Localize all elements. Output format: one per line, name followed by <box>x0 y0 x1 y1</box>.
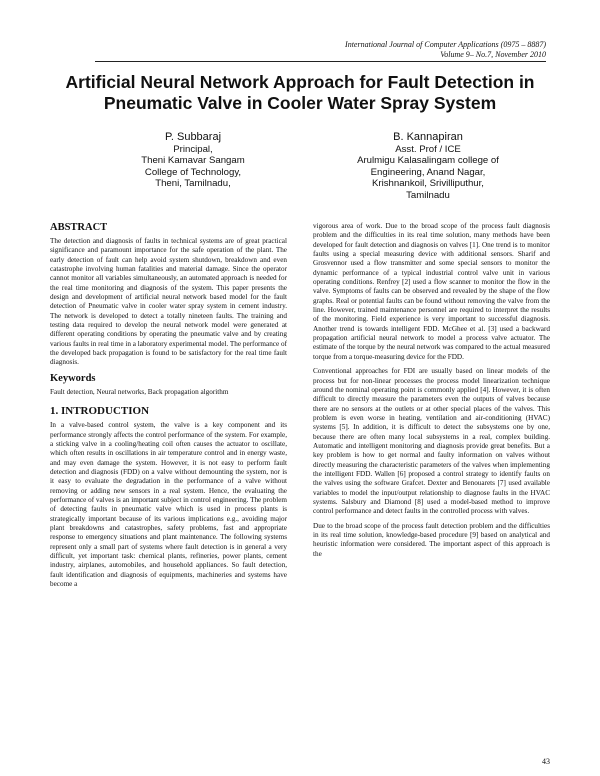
body-paragraph: vigorous area of work. Due to the broad scope of the process fault diagnosis problem and the difficulties in its real time solution, many methods have been developed for fault detection and diagnosis on valves [1]. One trend is to monitor faults using a special measuring device with additional sensors. Sharif and Grosvennor used a flow transmitter and some special sensors to monitor the dynamic performance of a typical industrial control valve unit in various operating conditions. Renfrey [2] used a flow scanner to monitor the flow in the valve. Symptoms of faults can be observed and revealed by the shape of the flow graphs. Real or potential faults can be found without removing the valve from the line. However, trained maintenance personnel are required to interpret the results of the monitoring. Field experience is very important to successful diagnosis. Another trend is towards intelligent FDD. McGhee et al. [3] used a backward propagation artificial neural network to model a process valve actuator. The estimate of the torque by the neural network was compared to the actual measured torque from a torque-measuring device for the FDD. <box>313 222 550 361</box>
introduction-heading: 1. INTRODUCTION <box>50 405 150 418</box>
author-affiliation-line: Theni, Tamilnadu, <box>155 178 231 190</box>
journal-header <box>345 40 546 59</box>
body-paragraph: Due to the broad scope of the process fault detection problem and the difficulties in its real time solution, knowledge-based procedure [9] based on analytical and heuristic information were considered. The important aspect of this approach is the <box>313 521 550 558</box>
author-affiliation-line: Krishnankoil, Srivilliputhur, <box>372 178 484 190</box>
page-number: 43 <box>542 757 550 766</box>
keywords-text: Fault detection, Neural networks, Back propagation algorithm <box>50 387 229 396</box>
author-name: B. Kannapiran <box>393 131 463 143</box>
journal-volume: Volume 9– No.7, November 2010 <box>440 49 546 59</box>
author-affiliation-line: Engineering, Anand Nagar, <box>370 166 486 178</box>
introduction-text: In a valve-based control system, the valve is a key component and its performance strongly affects the control performance of the system. For example, a sticking valve in a cooling/heating coil often causes the actuator to oscillate, which often results in oscillations in air temperature control and in energy waste, and may even damage the system. However, it is not easy to perform fault detection and diagnosis (FDD) on a valve without demounting the system, nor is it easy to evaluate the degradation in the performance of a valve without removing or adding new sensors in a real system. Hence, the evaluating the performance of valves is an important subject in control engineering. The problem of detecting faults in pneumatic valve which is used in process plants is strategically important because of its various implications e.g., avoiding major plant breakdowns and catastrophes, safety problems, fast and appropriate response to emergency situations and plant maintenance. The following systems represent only a small part of systems where fault detection is in general a very difficult, yet important task: chemical plants, refineries, power plants, cement industry, airplanes, automobiles, and household appliances. So fault detection, fault identification and diagnosis of equipments, machineries and systems have become a <box>50 421 287 588</box>
right-column <box>313 222 550 564</box>
abstract-heading: ABSTRACT <box>50 222 108 233</box>
left-column <box>50 222 287 594</box>
author-block-1 <box>78 130 308 190</box>
author-affiliation-line: College of Technology, <box>144 166 242 178</box>
keywords-heading: Keywords <box>50 372 96 384</box>
journal-name: International Journal of Computer Applications (0975 – 8887) <box>345 40 546 49</box>
author-affiliation-line: Arulmigu Kalasalingam college of <box>357 155 499 167</box>
author-affiliation-line: Theni Kamavar Sangam <box>141 155 245 167</box>
author-affiliation-line: Principal, <box>173 144 213 155</box>
author-name: P. Subbaraj <box>164 131 222 143</box>
author-affiliation-line: Asst. Prof / ICE <box>395 144 461 155</box>
abstract-text: The detection and diagnosis of faults in technical systems are of great practical significance and paramount importance for the safe operation of the plant. The early detection of fault can help avoid system shutdown, breakdown and even catastrophe involving human fatalities and material damage. Since the operator cannot monitor all variables simultaneously, an automated approach is needed for the real time monitoring and diagnosis of the system. This paper presents the design and development of artificial neural network based model for the fault detection of Pneumatic valve in cooler water spray system in cement industry. The network is developed to detect a totally nineteen faults. The training and testing data required to develop the neural network model were generated at different operating conditions by operating the pneumatic valve and by creating various faults in real time in a laboratory experimental model. The performance of the developed back propagation is found to be satisfactory for the real time fault diagnosis. <box>50 237 287 367</box>
author-affiliation-line: Tamilnadu <box>406 189 450 201</box>
paper-title: Artificial Neural Network Approach for Fault Detection in Pneumatic Valve in Cooler Water Spray System <box>65 72 535 113</box>
header-rule <box>95 61 546 62</box>
body-paragraph: Conventional approaches for FDI are usually based on linear models of the process but for non-linear processes the process model linearization technique around the nominal operating point is commonly applied [4]. However, it is often difficult to directly measure the parameters even the outputs of valves because there are no sensors at the outlets or at other special places of the valves. This problem is even worse in heating, ventilation and air-conditioning (HVAC) systems [5]. In addition, it is difficult to detect the subsystems one by one, because there are often many local subsystems in a real, complex building. Automatic and intelligent monitoring and diagnosis provide great benefits. But a key problem is how to get normal and faulty information on valves without directly measuring the characteristic parameters of the valves when implementing the intelligent FDD. Wallen [6] proposed a control strategy to identify faults on the valves using the software Grafcet. Dexter and Benouarets [7] used available variables to model the input/output relationship to diagnose faults in the HVAC systems. Salsbury and Diamond [8] used a model-based method to improve control performance and detect faults in the controlled process with valves. <box>313 367 550 516</box>
author-block-2 <box>313 130 543 201</box>
